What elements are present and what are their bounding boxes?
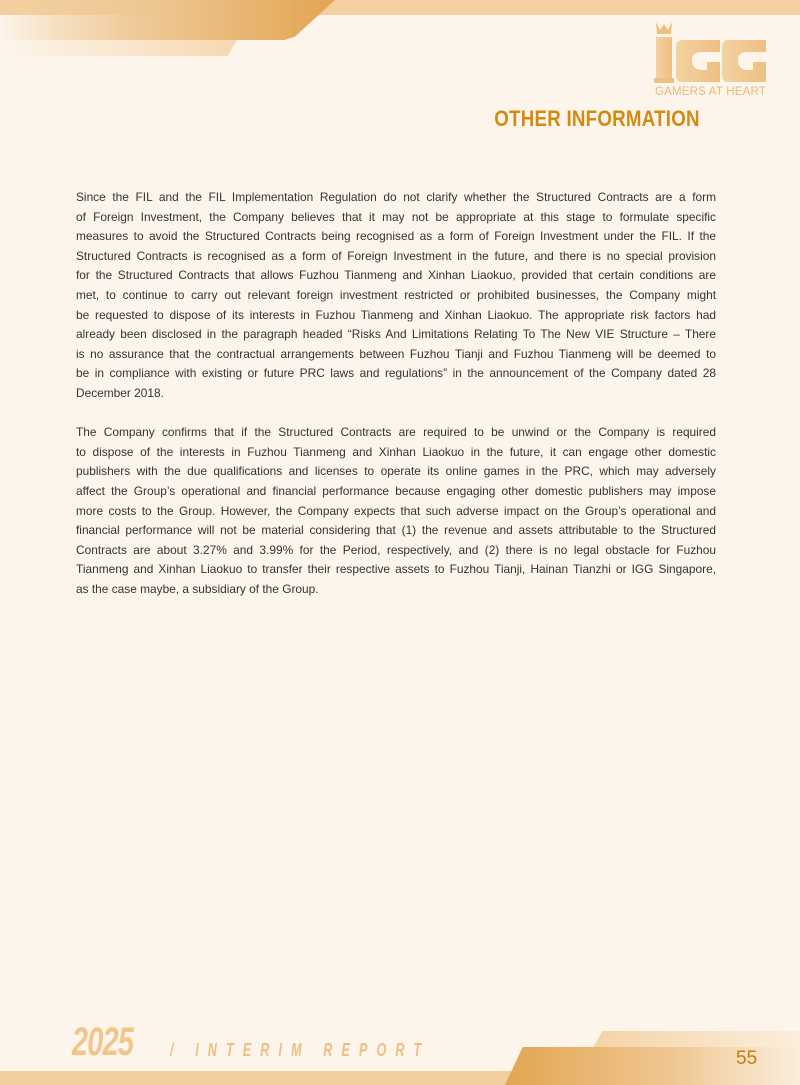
text-line: met, to continue to carry out relevant foreign investment restricted or prohibited businesses, the Company might: [76, 287, 716, 302]
paragraph: [76, 188, 716, 404]
text-line: be in compliance with existing or future PRC laws and regulations” in the announcement of the Company dated 28: [76, 366, 716, 381]
paragraph: [76, 423, 716, 599]
text-line: Structured Contracts is recognised as a form of Foreign Investment in the future, and there is no special provision: [76, 248, 716, 263]
text-line: measures to avoid the Structured Contracts being recognised as a form of Foreign Investment under the FIL. If the: [76, 229, 716, 244]
logo-tagline: GAMERS AT HEART: [655, 86, 766, 98]
report-label: / INTERIM REPORT: [170, 1040, 431, 1060]
text-line: of Foreign Investment, the Company believes that it may not be appropriate at this stage to formulate specific: [76, 209, 716, 224]
text-line: already been disclosed in the paragraph headed “Risks And Limitations Relating To The New VIE Structure – There: [76, 327, 716, 342]
text-line: affect the Group’s operational and financial performance because engaging other domestic publishers may impose: [76, 483, 716, 498]
section-title: OTHER INFORMATION: [494, 106, 700, 131]
text-line: Tianmeng and Xinhan Liaokuo to transfer their respective assets to Fuzhou Tianji, Hainan Tianzhi or IGG Singapore,: [76, 562, 716, 577]
text-line: for the Structured Contracts that allows Fuzhou Tianmeng and Xinhan Liaokuo, provided that certain conditions are: [76, 268, 716, 283]
text-line: Since the FIL and the FIL Implementation Regulation do not clarify whether the Structured Contracts are a form: [76, 190, 716, 204]
text-line: be requested to dispose of its interests in Fuzhou Tianmeng and Xinhan Liaokuo. The appropriate risk factors had: [76, 307, 716, 322]
report-year: 2025: [72, 1020, 134, 1064]
body-text: [76, 188, 716, 619]
text-line: Contracts are about 3.27% and 3.99% for the Period, respectively, and (2) there is no legal obstacle for Fuzhou: [76, 542, 716, 557]
page-number: 55: [736, 1048, 758, 1069]
text-line: financial performance will not be material considering that (1) the revenue and assets attributable to the Structured: [76, 523, 716, 538]
text-line: to dispose of the interests in Fuzhou Tianmeng and Xinhan Liaokuo in the future, it can engage other domestic: [76, 444, 716, 459]
text-line: December 2018.: [76, 385, 164, 400]
text-line: publishers with the due qualifications and licenses to operate its online games in the PRC, which may adversely: [76, 464, 716, 479]
text-line: as the case maybe, a subsidiary of the Group.: [76, 581, 319, 596]
text-line: is no assurance that the contractual arrangements between Fuzhou Tianji and Fuzhou Tianmeng will be deemed to: [76, 346, 716, 361]
text-line: more costs to the Group. However, the Company expects that such adverse impact on the Group’s operational and: [76, 503, 716, 518]
text-line: The Company confirms that if the Structured Contracts are required to be unwind or the Company is required: [76, 425, 716, 440]
header-swoosh: [0, 0, 335, 40]
